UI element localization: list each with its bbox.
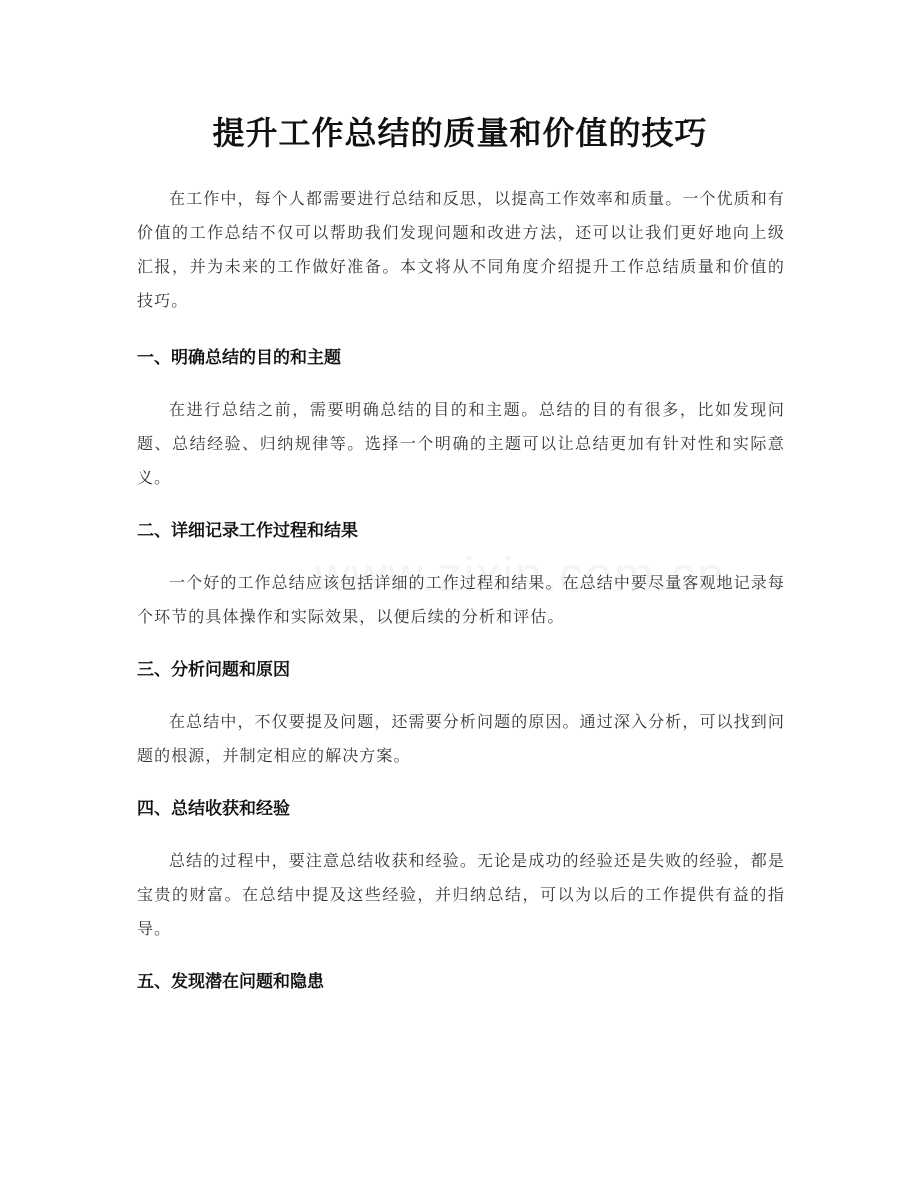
section-heading-4: 四、总结收获和经验 — [137, 799, 290, 819]
section-heading-1: 一、明确总结的目的和主题 — [137, 348, 341, 368]
section-heading-5: 五、发现潜在问题和隐患 — [137, 972, 324, 992]
section-body-2: 一个好的工作总结应该包括详细的工作过程和结果。在总结中要尽量客观地记录每个环节的具体操作和实际效果，以便后续的分析和评估。 — [137, 573, 785, 626]
document-body — [137, 182, 785, 994]
section-heading-3: 三、分析问题和原因 — [137, 660, 290, 680]
page-title: 提升工作总结的质量和价值的技巧 — [212, 114, 708, 152]
section-body-4: 总结的过程中，要注意总结收获和经验。无论是成功的经验还是失败的经验，都是宝贵的财富。在总结中提及这些经验，并归纳总结，可以为以后的工作提供有益的指导。 — [137, 851, 785, 938]
intro-paragraph: 在工作中，每个人都需要进行总结和反思，以提高工作效率和质量。一个优质和有价值的工作总结不仅可以帮助我们发现问题和改进方法，还可以让我们更好地向上级汇报，并为未来的工作做好准备。本文将从不同角度介绍提升工作总结质量和价值的技巧。 — [137, 189, 785, 310]
section-body-1: 在进行总结之前，需要明确总结的目的和主题。总结的目的有很多，比如发现问题、总结经验、归纳规律等。选择一个明确的主题可以让总结更加有针对性和实际意义。 — [137, 400, 785, 487]
section-heading-2: 二、详细记录工作过程和结果 — [137, 521, 358, 541]
section-body-3: 在总结中，不仅要提及问题，还需要分析问题的原因。通过深入分析，可以找到问题的根源，并制定相应的解决方案。 — [137, 712, 785, 765]
